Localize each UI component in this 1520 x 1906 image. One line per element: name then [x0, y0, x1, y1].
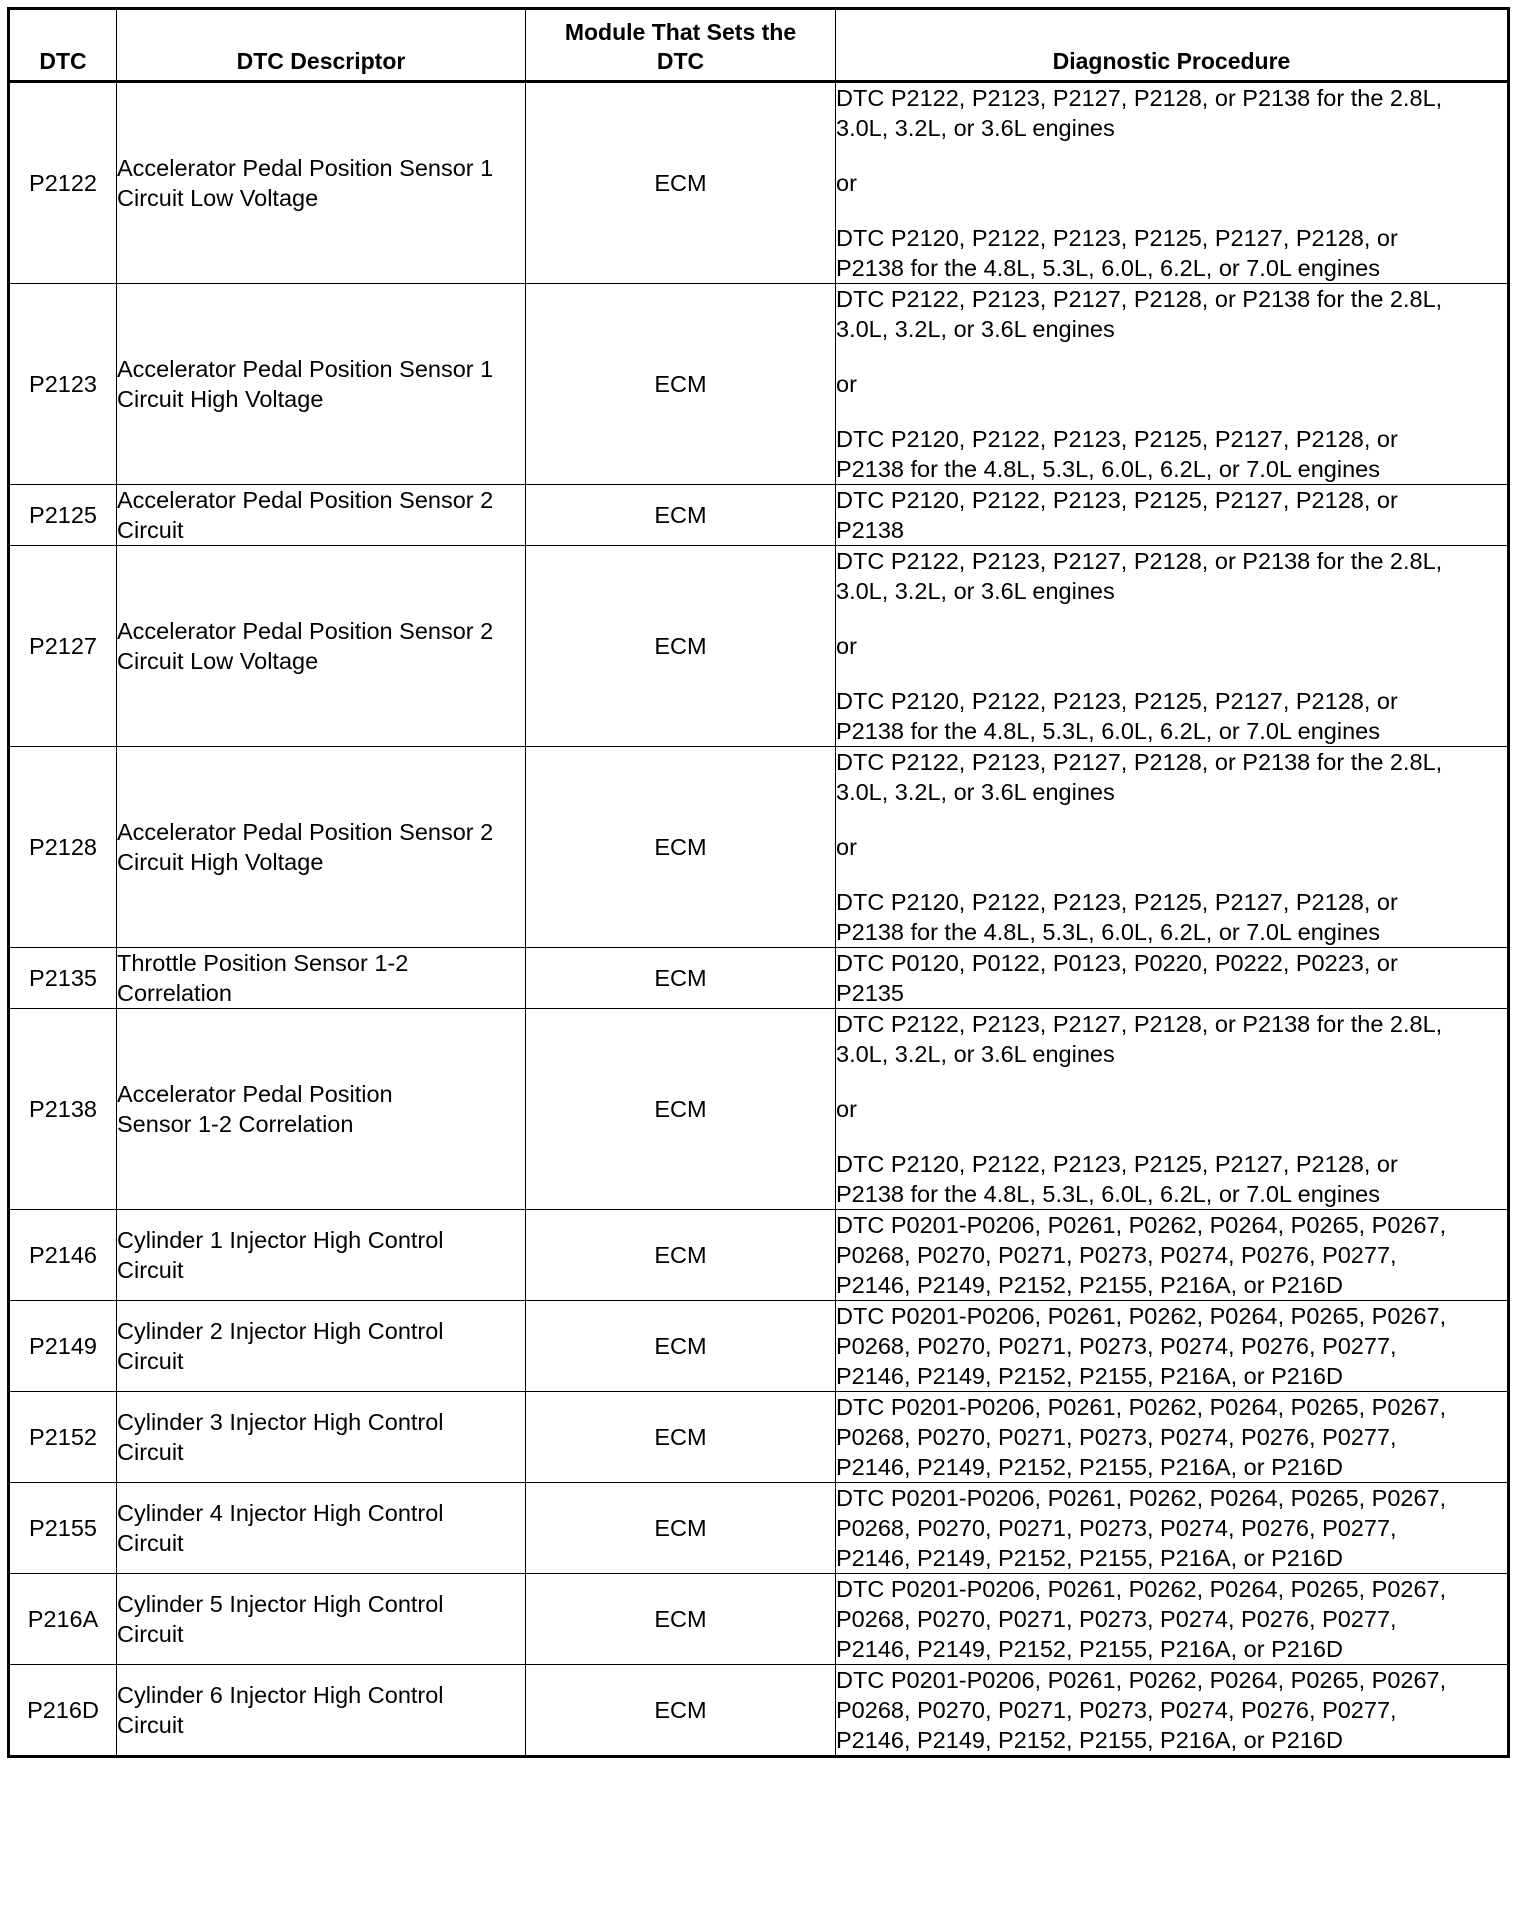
dtc-descriptor: [117, 1210, 526, 1301]
descriptor-line: Correlation: [117, 980, 232, 1006]
dtc-descriptor: [117, 1483, 526, 1574]
procedure-line: DTC P0120, P0122, P0123, P0220, P0222, P0223, or: [836, 950, 1398, 976]
procedure-line: P0268, P0270, P0271, P0273, P0274, P0276, P0277,: [836, 1424, 1397, 1450]
module-name: ECM: [526, 1392, 836, 1483]
header-module-line1: Module That Sets the: [564, 19, 797, 45]
diagnostic-procedure: [836, 1665, 1509, 1757]
procedure-line: P2146, P2149, P2152, P2155, P216A, or P216D: [836, 1363, 1343, 1389]
dtc-descriptor: [117, 1009, 526, 1210]
procedure-line: P0268, P0270, P0271, P0273, P0274, P0276, P0277,: [836, 1333, 1397, 1359]
module-name: ECM: [526, 1665, 836, 1757]
module-name: ECM: [526, 546, 836, 747]
module-name: ECM: [526, 1009, 836, 1210]
dtc-code: P2146: [9, 1210, 117, 1301]
module-name: ECM: [526, 948, 836, 1009]
table-row: [9, 1301, 1509, 1392]
module-name: ECM: [526, 1483, 836, 1574]
diagnostic-procedure: [836, 485, 1509, 546]
table-row: [9, 546, 1509, 747]
descriptor-line: Circuit: [117, 1712, 184, 1738]
table-row: [9, 1009, 1509, 1210]
dtc-descriptor: [117, 948, 526, 1009]
header-row: [9, 9, 1509, 82]
paragraph-gap: [836, 606, 1507, 631]
diagnostic-procedure: [836, 1483, 1509, 1574]
procedure-line: or: [836, 371, 857, 397]
procedure-line: P2138 for the 4.8L, 5.3L, 6.0L, 6.2L, or 7.0L engines: [836, 456, 1380, 482]
descriptor-line: Circuit Low Voltage: [117, 648, 319, 674]
procedure-line: DTC P2120, P2122, P2123, P2125, P2127, P2128, or: [836, 688, 1398, 714]
diagnostic-procedure: [836, 284, 1509, 485]
header-module: [526, 9, 836, 82]
dtc-code: P2152: [9, 1392, 117, 1483]
procedure-line: P2146, P2149, P2152, P2155, P216A, or P216D: [836, 1727, 1343, 1753]
table-row: [9, 284, 1509, 485]
header-dtc: DTC: [9, 9, 117, 82]
descriptor-line: Cylinder 5 Injector High Control: [117, 1591, 444, 1617]
procedure-line: DTC P2120, P2122, P2123, P2125, P2127, P2128, or: [836, 225, 1398, 251]
dtc-descriptor: [117, 747, 526, 948]
header-descriptor: DTC Descriptor: [117, 9, 526, 82]
paragraph-gap: [836, 1069, 1507, 1094]
procedure-line: DTC P2122, P2123, P2127, P2128, or P2138 for the 2.8L,: [836, 749, 1443, 775]
dtc-descriptor: [117, 485, 526, 546]
procedure-line: P2138 for the 4.8L, 5.3L, 6.0L, 6.2L, or 7.0L engines: [836, 718, 1380, 744]
procedure-line: DTC P2120, P2122, P2123, P2125, P2127, P2128, or: [836, 426, 1398, 452]
procedure-line: P2146, P2149, P2152, P2155, P216A, or P216D: [836, 1545, 1343, 1571]
header-module-line2: DTC: [656, 48, 705, 74]
procedure-line: P2146, P2149, P2152, P2155, P216A, or P216D: [836, 1636, 1343, 1662]
dtc-code: P2155: [9, 1483, 117, 1574]
procedure-line: or: [836, 1096, 857, 1122]
procedure-line: P0268, P0270, P0271, P0273, P0274, P0276, P0277,: [836, 1606, 1397, 1632]
procedure-line: DTC P2120, P2122, P2123, P2125, P2127, P2128, or: [836, 487, 1398, 513]
descriptor-line: Circuit High Voltage: [117, 386, 324, 412]
diagnostic-procedure: [836, 82, 1509, 284]
table-row: [9, 1210, 1509, 1301]
procedure-line: P2138 for the 4.8L, 5.3L, 6.0L, 6.2L, or 7.0L engines: [836, 919, 1380, 945]
dtc-descriptor: [117, 1574, 526, 1665]
module-name: ECM: [526, 284, 836, 485]
dtc-descriptor: [117, 1665, 526, 1757]
procedure-line: DTC P2122, P2123, P2127, P2128, or P2138 for the 2.8L,: [836, 85, 1443, 111]
diagnostic-procedure: [836, 1301, 1509, 1392]
procedure-line: 3.0L, 3.2L, or 3.6L engines: [836, 316, 1115, 342]
table-body: [9, 82, 1509, 1757]
dtc-code: P216D: [9, 1665, 117, 1757]
table-row: [9, 1665, 1509, 1757]
procedure-line: P0268, P0270, P0271, P0273, P0274, P0276, P0277,: [836, 1242, 1397, 1268]
descriptor-line: Circuit: [117, 1348, 184, 1374]
table-row: [9, 82, 1509, 284]
descriptor-line: Cylinder 4 Injector High Control: [117, 1500, 444, 1526]
diagnostic-procedure: [836, 546, 1509, 747]
descriptor-line: Circuit: [117, 517, 184, 543]
procedure-line: P0268, P0270, P0271, P0273, P0274, P0276, P0277,: [836, 1515, 1397, 1541]
paragraph-gap: [836, 661, 1507, 686]
dtc-code: P2125: [9, 485, 117, 546]
descriptor-line: Circuit High Voltage: [117, 849, 324, 875]
procedure-line: DTC P2120, P2122, P2123, P2125, P2127, P2128, or: [836, 1151, 1398, 1177]
diagnostic-procedure: [836, 1392, 1509, 1483]
descriptor-line: Accelerator Pedal Position Sensor 1: [117, 356, 494, 382]
dtc-descriptor: [117, 1392, 526, 1483]
procedure-line: 3.0L, 3.2L, or 3.6L engines: [836, 1041, 1115, 1067]
descriptor-line: Circuit: [117, 1530, 184, 1556]
table-row: [9, 948, 1509, 1009]
dtc-table: [7, 7, 1510, 1758]
dtc-code: P2135: [9, 948, 117, 1009]
procedure-line: or: [836, 834, 857, 860]
paragraph-gap: [836, 862, 1507, 887]
descriptor-line: Throttle Position Sensor 1-2: [117, 950, 409, 976]
descriptor-line: Circuit: [117, 1621, 184, 1647]
dtc-code: P216A: [9, 1574, 117, 1665]
procedure-line: or: [836, 633, 857, 659]
dtc-descriptor: [117, 1301, 526, 1392]
procedure-line: P2146, P2149, P2152, P2155, P216A, or P216D: [836, 1272, 1343, 1298]
descriptor-line: Cylinder 1 Injector High Control: [117, 1227, 444, 1253]
procedure-line: P0268, P0270, P0271, P0273, P0274, P0276, P0277,: [836, 1697, 1397, 1723]
descriptor-line: Cylinder 6 Injector High Control: [117, 1682, 444, 1708]
descriptor-line: Circuit: [117, 1257, 184, 1283]
paragraph-gap: [836, 143, 1507, 168]
procedure-line: DTC P0201-P0206, P0261, P0262, P0264, P0265, P0267,: [836, 1485, 1447, 1511]
dtc-code: P2123: [9, 284, 117, 485]
descriptor-line: Accelerator Pedal Position Sensor 2: [117, 487, 494, 513]
dtc-descriptor: [117, 546, 526, 747]
dtc-code: P2127: [9, 546, 117, 747]
descriptor-line: Accelerator Pedal Position Sensor 2: [117, 618, 494, 644]
procedure-line: or: [836, 170, 857, 196]
procedure-line: DTC P0201-P0206, P0261, P0262, P0264, P0265, P0267,: [836, 1667, 1447, 1693]
diagnostic-procedure: [836, 948, 1509, 1009]
dtc-descriptor: [117, 284, 526, 485]
dtc-code: P2128: [9, 747, 117, 948]
descriptor-line: Circuit Low Voltage: [117, 185, 319, 211]
module-name: ECM: [526, 1210, 836, 1301]
paragraph-gap: [836, 807, 1507, 832]
procedure-line: DTC P2122, P2123, P2127, P2128, or P2138 for the 2.8L,: [836, 286, 1443, 312]
descriptor-line: Circuit: [117, 1439, 184, 1465]
procedure-line: 3.0L, 3.2L, or 3.6L engines: [836, 578, 1115, 604]
paragraph-gap: [836, 344, 1507, 369]
paragraph-gap: [836, 399, 1507, 424]
paragraph-gap: [836, 198, 1507, 223]
procedure-line: DTC P2122, P2123, P2127, P2128, or P2138 for the 2.8L,: [836, 1011, 1443, 1037]
table-row: [9, 1483, 1509, 1574]
descriptor-line: Cylinder 3 Injector High Control: [117, 1409, 444, 1435]
module-name: ECM: [526, 1301, 836, 1392]
descriptor-line: Cylinder 2 Injector High Control: [117, 1318, 444, 1344]
procedure-line: DTC P0201-P0206, P0261, P0262, P0264, P0265, P0267,: [836, 1394, 1447, 1420]
module-name: ECM: [526, 747, 836, 948]
diagnostic-procedure: [836, 1009, 1509, 1210]
procedure-line: DTC P2120, P2122, P2123, P2125, P2127, P2128, or: [836, 889, 1398, 915]
table-row: [9, 747, 1509, 948]
procedure-line: DTC P0201-P0206, P0261, P0262, P0264, P0265, P0267,: [836, 1212, 1447, 1238]
module-name: ECM: [526, 82, 836, 284]
dtc-descriptor: [117, 82, 526, 284]
header-procedure: Diagnostic Procedure: [836, 9, 1509, 82]
descriptor-line: Accelerator Pedal Position: [117, 1081, 393, 1107]
paragraph-gap: [836, 1124, 1507, 1149]
dtc-code: P2122: [9, 82, 117, 284]
procedure-line: P2138 for the 4.8L, 5.3L, 6.0L, 6.2L, or 7.0L engines: [836, 255, 1380, 281]
procedure-line: 3.0L, 3.2L, or 3.6L engines: [836, 779, 1115, 805]
module-name: ECM: [526, 1574, 836, 1665]
procedure-line: P2135: [836, 980, 904, 1006]
procedure-line: DTC P0201-P0206, P0261, P0262, P0264, P0265, P0267,: [836, 1576, 1447, 1602]
procedure-line: P2138 for the 4.8L, 5.3L, 6.0L, 6.2L, or 7.0L engines: [836, 1181, 1380, 1207]
descriptor-line: Accelerator Pedal Position Sensor 2: [117, 819, 494, 845]
descriptor-line: Accelerator Pedal Position Sensor 1: [117, 155, 494, 181]
procedure-line: P2146, P2149, P2152, P2155, P216A, or P216D: [836, 1454, 1343, 1480]
module-name: ECM: [526, 485, 836, 546]
table-row: [9, 1574, 1509, 1665]
dtc-code: P2138: [9, 1009, 117, 1210]
table-row: [9, 1392, 1509, 1483]
procedure-line: DTC P0201-P0206, P0261, P0262, P0264, P0265, P0267,: [836, 1303, 1447, 1329]
descriptor-line: Sensor 1-2 Correlation: [117, 1111, 354, 1137]
procedure-line: 3.0L, 3.2L, or 3.6L engines: [836, 115, 1115, 141]
procedure-line: P2138: [836, 517, 904, 543]
dtc-code: P2149: [9, 1301, 117, 1392]
table-row: [9, 485, 1509, 546]
diagnostic-procedure: [836, 1574, 1509, 1665]
diagnostic-procedure: [836, 747, 1509, 948]
procedure-line: DTC P2122, P2123, P2127, P2128, or P2138 for the 2.8L,: [836, 548, 1443, 574]
diagnostic-procedure: [836, 1210, 1509, 1301]
